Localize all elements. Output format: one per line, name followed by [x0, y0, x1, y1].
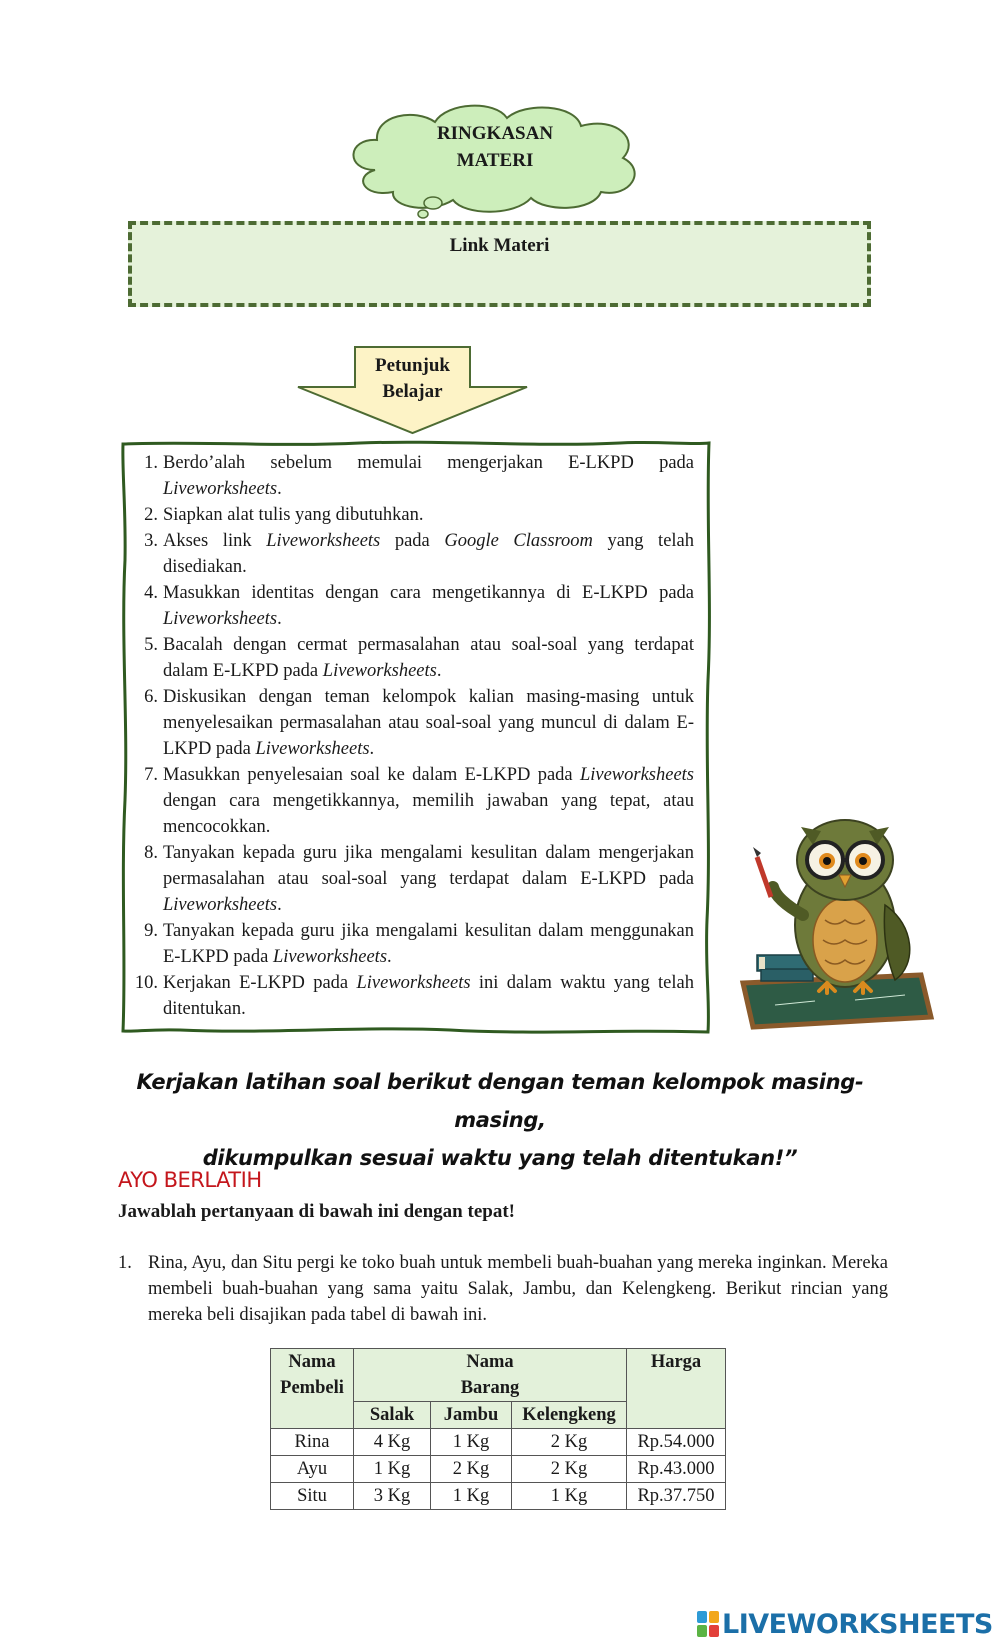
instruction-item [134, 970, 694, 1022]
instruction-italic-segment: Google Classroom [444, 531, 593, 551]
instruction-italic-segment: Liveworksheets [266, 531, 381, 551]
instruction-segment: Bacalah dengan cermat permasalahan atau soal-soal yang terdapat dalam E-LKPD pada [163, 635, 694, 681]
header-buyer-line1: Nama [288, 1352, 336, 1372]
exercise-instruction: Jawablah pertanyaan di bawah ini dengan tepat! [118, 1201, 515, 1222]
instruction-text [163, 973, 694, 1019]
instruction-italic-segment: Liveworksheets [163, 609, 278, 629]
instruction-segment: . [387, 947, 392, 967]
table-body [271, 1429, 726, 1510]
table-cell: Situ [271, 1483, 354, 1510]
cloud-title-line2: MATERI [456, 150, 534, 171]
instruction-item [134, 580, 694, 632]
instruction-text [163, 765, 694, 837]
instruction-item [134, 502, 694, 528]
header-items-line1: Nama [466, 1352, 514, 1372]
question-1 [118, 1250, 888, 1328]
table-cell: 4 Kg [354, 1429, 431, 1456]
header-buyer-line2: Pembeli [280, 1378, 344, 1398]
instruction-number: 4. [144, 583, 158, 603]
instruction-segment: . [436, 661, 442, 681]
instruction-number: 8. [144, 843, 158, 863]
instruction-segment: Tanyakan kepada guru jika mengalami kesulitan dalam mengerjakan permasalahan atau soal-soal yang terdapat dalam E-LKPD pada [163, 843, 694, 889]
question-text: Rina, Ayu, dan Situ pergi ke toko buah untuk membeli buah-buahan yang mereka inginkan. Mereka membeli buah-buahan yang sama yaitu Salak, Jambu, dan Kelengkeng. Berikut rincian yang mereka beli disajikan pada tabel di bawah ini. [148, 1253, 888, 1325]
instruction-segment: dengan cara mengetikkannya, memilih jawaban yang tepat, atau mencocokkan. [163, 791, 694, 837]
instruction-italic-segment: Liveworksheets [322, 661, 437, 681]
table-cell: 1 Kg [431, 1429, 512, 1456]
instruction-number: 7. [144, 765, 158, 785]
instruction-number: 5. [144, 635, 158, 655]
instruction-item [134, 632, 694, 684]
instruction-italic-segment: Liveworksheets [163, 479, 278, 499]
table-cell: Rp.37.750 [627, 1483, 726, 1510]
instruction-segment: yang telah disediakan. [163, 531, 695, 577]
instruction-segment: Masukkan penyelesaian soal ke dalam E-LKPD pada [163, 765, 580, 785]
owl-teacher-illustration [735, 805, 935, 1035]
table-cell: Rina [271, 1429, 354, 1456]
table-cell: 1 Kg [431, 1483, 512, 1510]
instruction-segment: Kerjakan E-LKPD pada [163, 973, 357, 993]
link-materi-title[interactable]: Link Materi [449, 235, 550, 256]
instruction-item [134, 684, 694, 762]
instruction-segment: . [277, 479, 282, 499]
instruction-segment: Tanyakan kepada guru jika mengalami kesulitan dalam menggunakan E-LKPD pada [163, 921, 694, 967]
instruction-text [163, 583, 694, 629]
header-kelengkeng: Kelengkeng [512, 1402, 627, 1429]
instructions-list [134, 450, 694, 1022]
instruction-text [163, 453, 694, 499]
instruction-segment: Akses link [163, 531, 267, 551]
arrow-label-line1: Petunjuk [375, 355, 450, 376]
table-row [271, 1456, 726, 1483]
section-title: AYO BERLATIH [118, 1168, 262, 1192]
brand-text: LIVEWORKSHEETS [722, 1608, 993, 1640]
header-items [354, 1349, 627, 1402]
instruction-text [163, 843, 694, 915]
petunjuk-arrow [295, 345, 530, 435]
header-price: Harga [627, 1349, 726, 1429]
instruction-italic-segment: Liveworksheets [356, 973, 471, 993]
cloud-heading [335, 100, 655, 220]
header-salak: Salak [354, 1402, 431, 1429]
instruction-number: 3. [144, 531, 158, 551]
prompt-line1: Kerjakan latihan soal berikut dengan teman kelompok masing-masing, [136, 1070, 864, 1132]
table-cell: 1 Kg [354, 1456, 431, 1483]
table-cell: 3 Kg [354, 1483, 431, 1510]
instruction-item [134, 762, 694, 840]
table-row [271, 1483, 726, 1510]
header-items-line2: Barang [460, 1378, 520, 1398]
link-materi-box [128, 221, 871, 307]
instruction-italic-segment: Liveworksheets [163, 895, 278, 915]
arrow-label-line2: Belajar [382, 381, 443, 402]
table-cell: 1 Kg [512, 1483, 627, 1510]
instruction-segment: ini dalam waktu yang telah ditentukan. [163, 973, 694, 1019]
instruction-text [163, 635, 694, 681]
instruction-number: 6. [144, 687, 158, 707]
instruction-italic-segment: Liveworksheets [579, 765, 694, 785]
instruction-segment: Masukkan identitas dengan cara mengetikannya di E-LKPD pada [163, 583, 694, 603]
instruction-item [134, 840, 694, 918]
instruction-item [134, 528, 694, 580]
cloud-title-line1: RINGKASAN [436, 123, 554, 144]
table-cell: 2 Kg [431, 1456, 512, 1483]
instruction-text [163, 505, 424, 525]
instruction-item [134, 918, 694, 970]
group-work-prompt [110, 1063, 890, 1177]
purchase-table [270, 1348, 726, 1510]
instruction-segment: Siapkan alat tulis yang dibutuhkan. [163, 505, 424, 525]
question-number: 1. [118, 1253, 132, 1273]
instruction-segment: Diskusikan dengan teman kelompok kalian masing-masing untuk menyelesaikan permasalahan atau soal-soal yang muncul di dalam E-LKPD pada [163, 687, 694, 759]
instruction-number: 9. [144, 921, 158, 941]
table-cell: 2 Kg [512, 1429, 627, 1456]
header-jambu: Jambu [431, 1402, 512, 1429]
table-cell: Ayu [271, 1456, 354, 1483]
instruction-number: 1. [144, 453, 158, 473]
header-buyer [271, 1349, 354, 1429]
table-cell: Rp.43.000 [627, 1456, 726, 1483]
table-cell: 2 Kg [512, 1456, 627, 1483]
instructions-frame [120, 440, 712, 1035]
prompt-line2: dikumpulkan sesuai waktu yang telah ditentukan!” [202, 1146, 798, 1170]
liveworksheets-logo-icon [697, 1611, 719, 1637]
instruction-segment: Berdo’alah sebelum memulai mengerjakan E-LKPD pada [163, 453, 694, 473]
instruction-italic-segment: Liveworksheets [255, 739, 370, 759]
liveworksheets-brand [697, 1609, 993, 1639]
instruction-text [163, 531, 694, 577]
instruction-segment: . [277, 609, 282, 629]
instruction-item [134, 450, 694, 502]
instruction-text [163, 921, 694, 967]
instruction-number: 2. [144, 505, 158, 525]
instruction-segment: . [277, 895, 282, 915]
instruction-number: 10. [134, 973, 158, 993]
instruction-segment: . [369, 739, 375, 759]
instruction-text [163, 687, 694, 759]
instruction-segment: pada [380, 531, 445, 551]
table-cell: Rp.54.000 [627, 1429, 726, 1456]
instruction-italic-segment: Liveworksheets [272, 947, 388, 967]
table-row [271, 1429, 726, 1456]
